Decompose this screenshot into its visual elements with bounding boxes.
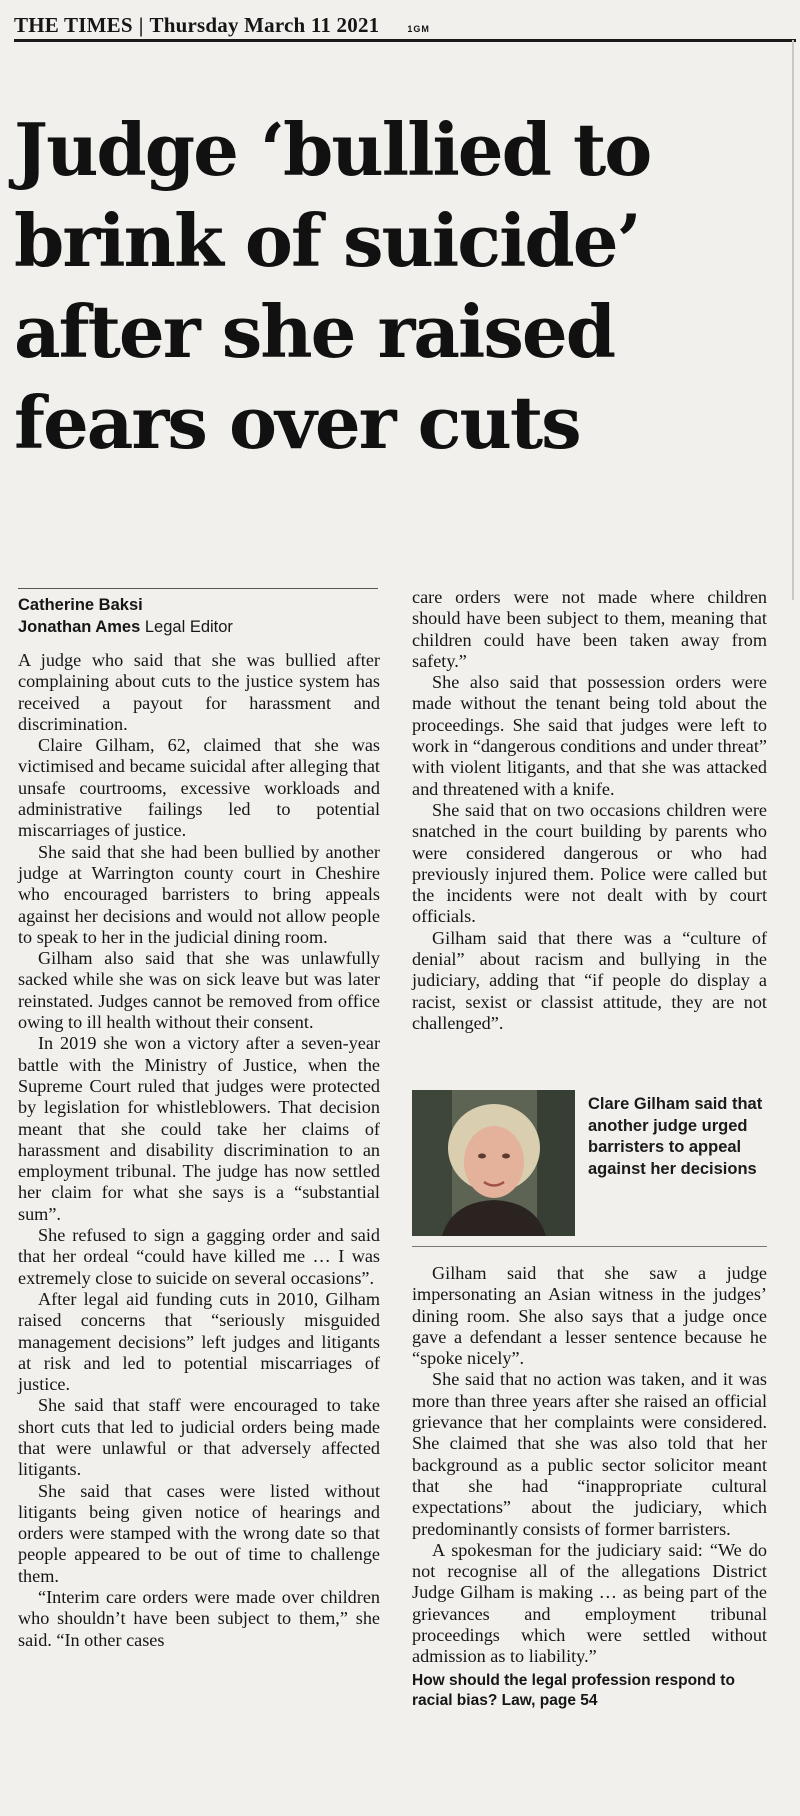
byline [18,594,380,638]
article-column-left [18,650,380,1651]
byline-rule [18,588,378,589]
masthead [14,8,794,38]
article-paragraph: A spokesman for the judiciary said: “We do not recognise all of the allegations District Judge Gilham is making … as being part of the grievances and employment tribunal proceedings which were settled without admission as to liability.” [412,1539,767,1667]
byline-author-2-role: Legal Editor [144,618,233,636]
publication-name: THE TIMES [14,13,133,37]
article-paragraph: Gilham said that she saw a judge impersonating an Asian witness in the judges’ dining room. She also says that a judge once gave a defendant a lesser sentence because he “spoke nicely”. [412,1263,767,1369]
article-paragraph: Gilham also said that she was unlawfully sacked while she was on sick leave but was later reinstated. Judges cannot be removed from office owing to ill health without their consent. [18,948,380,1033]
caption-rule [412,1246,767,1247]
article-paragraph: After legal aid funding cuts in 2010, Gilham raised concerns that “seriously misguided management decisions” left judges and litigants at risk and led to potential miscarriages of justice. [18,1288,380,1395]
edition-code: 1GM [407,24,430,34]
byline-author-2: Jonathan Ames [18,618,141,636]
article-paragraph: She said that she had been bullied by another judge at Warrington county court in Cheshire who encouraged barristers to bring appeals against her decisions and would not allow people to speak to her in the judicial dining room. [18,841,380,947]
article-paragraph: Gilham said that there was a “culture of denial” about racism and bullying in the judiciary, adding that “if people do display a racist, sexist or classist attitude, they are not challenged”. [412,927,767,1033]
photo-caption: Clare Gilham said that another judge urged barristers to appeal against her decisions [588,1095,763,1178]
article-paragraph: care orders were not made where children should have been subject to them, meaning that children could have been taken away from safety.” [412,587,767,671]
headline: Judge ‘bullied to brink of suicide’ after she raised fears over cuts [14,107,651,465]
article-paragraph: She said that on two occasions children were snatched in the court building by parents who were considered dangerous or who had previously injured them. Police were called but the incidents were not dealt with by court officials. [412,799,767,927]
article-paragraph: She refused to sign a gagging order and said that her ordeal “could have killed me … I was extremely close to suicide on several occasions”. [18,1225,380,1288]
byline-author-1: Catherine Baksi [18,596,143,614]
article-column-right-bottom [412,1263,767,1711]
masthead-rule [14,39,796,42]
article-column-right-top [412,587,767,1034]
article-paragraph: She also said that possession orders were made without the tenant being told about the proceedings. She said that judges were left to work in “dangerous conditions and under threat” with violent litigants, and that she was attacked and threatened with a knife. [412,672,767,799]
article-paragraph: Claire Gilham, 62, claimed that she was victimised and became suicidal after alleging that unsafe courtrooms, excessive workloads and administrative failings led to potential miscarriages of justice. [18,735,380,841]
portrait-image [412,1090,575,1236]
article-paragraph: In 2019 she won a victory after a seven-year battle with the Ministry of Justice, when the Supreme Court ruled that judges were protected by legislation for whistleblowers. That decision meant that she could take her claims of harassment and disability discrimination to an employment tribunal. The judge has now settled her claim for what she says is a “substantial sum”. [18,1033,380,1224]
law-section-promo: How should the legal profession respond to racial bias? Law, page 54 [412,1671,735,1709]
article-paragraph: She said that no action was taken, and it was more than three years after she raised an official grievance that her complaints were considered. She claimed that she was also told that her background as a public sector solicitor meant that she had “inappropriate cultural expectations” about the judiciary, which predominantly consists of former barristers. [412,1369,767,1539]
issue-date: Thursday March 11 2021 [149,13,380,37]
masthead-separator: | [138,13,144,37]
judge-photo [412,1090,575,1236]
article-paragraph: She said that cases were listed without litigants being given notice of hearings and orders were stamped with the wrong date so that people appeared to be out of time to challenge them. [18,1480,380,1586]
article-paragraph: She said that staff were encouraged to take short cuts that led to judicial orders being made that were unlawful or that adversely affected litigants. [18,1395,380,1480]
article-paragraph: A judge who said that she was bullied after complaining about cuts to the justice system has received a payout for harassment and discrimination. [18,650,380,734]
article-paragraph: “Interim care orders were made over children who shouldn’t have been subject to them,” she said. “In other cases [18,1587,380,1650]
